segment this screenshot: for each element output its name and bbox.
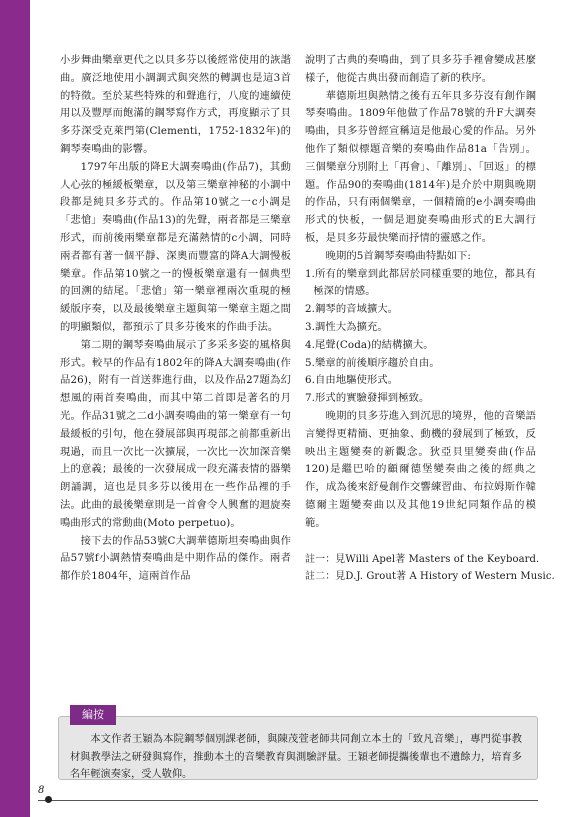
list-item: 2.鋼琴的音域擴大。 [305, 303, 399, 316]
left-column [60, 52, 291, 586]
footnote: 註一：見Willi Apel著 Masters of the Keyboard. [305, 553, 540, 565]
feature-list [305, 266, 536, 408]
footer-rule [38, 800, 538, 801]
editor-note-label: 編按 [70, 705, 116, 725]
paragraph: 晚期的貝多芬進入到沉思的境界，他的音樂語言變得更精簡、更抽象、動機的發展到了極致，反映出主題變奏的新觀念。狄亞貝里變奏曲(作品120)是繼巴哈的顧爾德堡變奏曲之後的經典之作，成為後來舒曼創作交響練習曲、布拉姆斯作韓德爾主題變奏曲以及其他19世紀同類作品的模範。 [305, 409, 536, 529]
footer-bullet [45, 796, 52, 803]
list-item: 3.調性大為擴充。 [305, 320, 388, 333]
paragraph: 接下去的作品53號C大調華德斯坦奏鳴曲與作品57號f小調熱情奏鳴曲是中期作品的傑作。兩者都作於1804年，這兩首作品 [60, 534, 291, 583]
paragraph: 晚期的5首鋼琴奏鳴曲特點如下: [325, 249, 471, 262]
paragraph: 小步舞曲樂章更代之以貝多芬以後經常使用的詼諧曲。廣泛地使用小調調式與突然的轉調也是這3首的特徵。至於某些特殊的和聲進行，八度的連續使用以及豐厚而飽滿的鋼琴寫作方式，再度顯示了貝多芬深受克萊門第(Clementi，1752-1832年)的鋼琴奏鳴曲的影響。 [60, 54, 291, 155]
list-item: 1.所有的樂章到此都居於同樣重要的地位，都具有極深的情感。 [305, 267, 536, 298]
footnote: 註二：見D.J. Grout著 A History of Western Music. [305, 571, 555, 583]
page-number: 8 [38, 785, 45, 796]
list-item: 5.樂章的前後順序趨於自由。 [305, 356, 440, 369]
paragraph: 1797年出版的降E大調奏鳴曲(作品7)，其動人心弦的極緩板樂章，以及第三樂章神秘的小調中段都是純貝多芬式的。作品第10號之一c小調是「悲愴」奏鳴曲(作品13)的先聲，兩者都是三樂章形式，而前後兩樂章都是充滿熱情的c小調，同時兩者都有著一個平靜、深奧而豐富的降A大調慢板樂章。作品第10號之一的慢板樂章還有一個典型的回溯的結尾。「悲愴」第一樂章裡兩次重現的極緩版序奏，以及最後樂章主題與第一樂章主題之間的明顯類似，都預示了貝多芬後來的作曲手法。 [60, 160, 291, 333]
paragraph: 第二期的鋼琴奏鳴曲展示了多采多姿的風格與形式。較早的作品有1802年的降A大調奏鳴曲(作品26)，附有一首送葬進行曲，以及作品27題為幻想風的兩首奏鳴曲，而其中第二首即是著名的月光。作品31號之二d小調奏鳴曲的第一樂章有一句最緩板的引句，他在發展部與再現部之前都重新出現過，而且一次比一次擴展，一次比一次加深音樂上的意義；最後的一次發展成一段充滿表情的器樂朗誦調，這也是貝多芬以後用在一些作品裡的手法。此曲的最後樂章則是一首會令人興奮的迴旋奏鳴曲形式的常動曲(Moto perpetuo)。 [60, 338, 291, 529]
paragraph: 華德斯坦與熱情之後有五年貝多芬沒有創作鋼琴奏鳴曲。1809年他做了作品78號的升F大調奏鳴曲，貝多芬曾經宣稱這是他最心愛的作品。另外他作了類似標題音樂的奏鳴曲作品81a「告別」。三個樂章分別附上「再會」、「離別」、「回返」的標題。作品90的奏鳴曲(1814年)是介於中期與晚期的作品，只有兩個樂章，一個精簡的e小調奏鳴曲形式的快板，一個是迴旋奏鳴曲形式的E大調行板，是貝多芬最快樂而抒情的靈感之作。 [305, 89, 536, 244]
list-item: 4.尾聲(Coda)的結構擴大。 [305, 338, 434, 351]
list-item: 6.自由地驅使形式。 [305, 374, 399, 387]
paragraph: 說明了古典的奏鳴曲，到了貝多芬手裡會變成甚麼樣子，他從古典出發而創造了新的秩序。 [305, 54, 536, 84]
side-color-bar [0, 0, 30, 817]
list-item: 7.形式的實驗發揮到極致。 [305, 392, 430, 405]
right-column [305, 52, 555, 586]
footnotes [305, 551, 555, 587]
editor-note-text: 本文作者王穎為本院鋼琴個別課老師，與陳茂萱老師共同創立本土的「致凡音樂」，專門從事教材與教學法之研發與寫作，推動本土的音樂教育與測驗評量。王穎老師提攜後輩也不遺餘力，培育多名年輕演奏家，受人敬仰。 [70, 734, 522, 780]
